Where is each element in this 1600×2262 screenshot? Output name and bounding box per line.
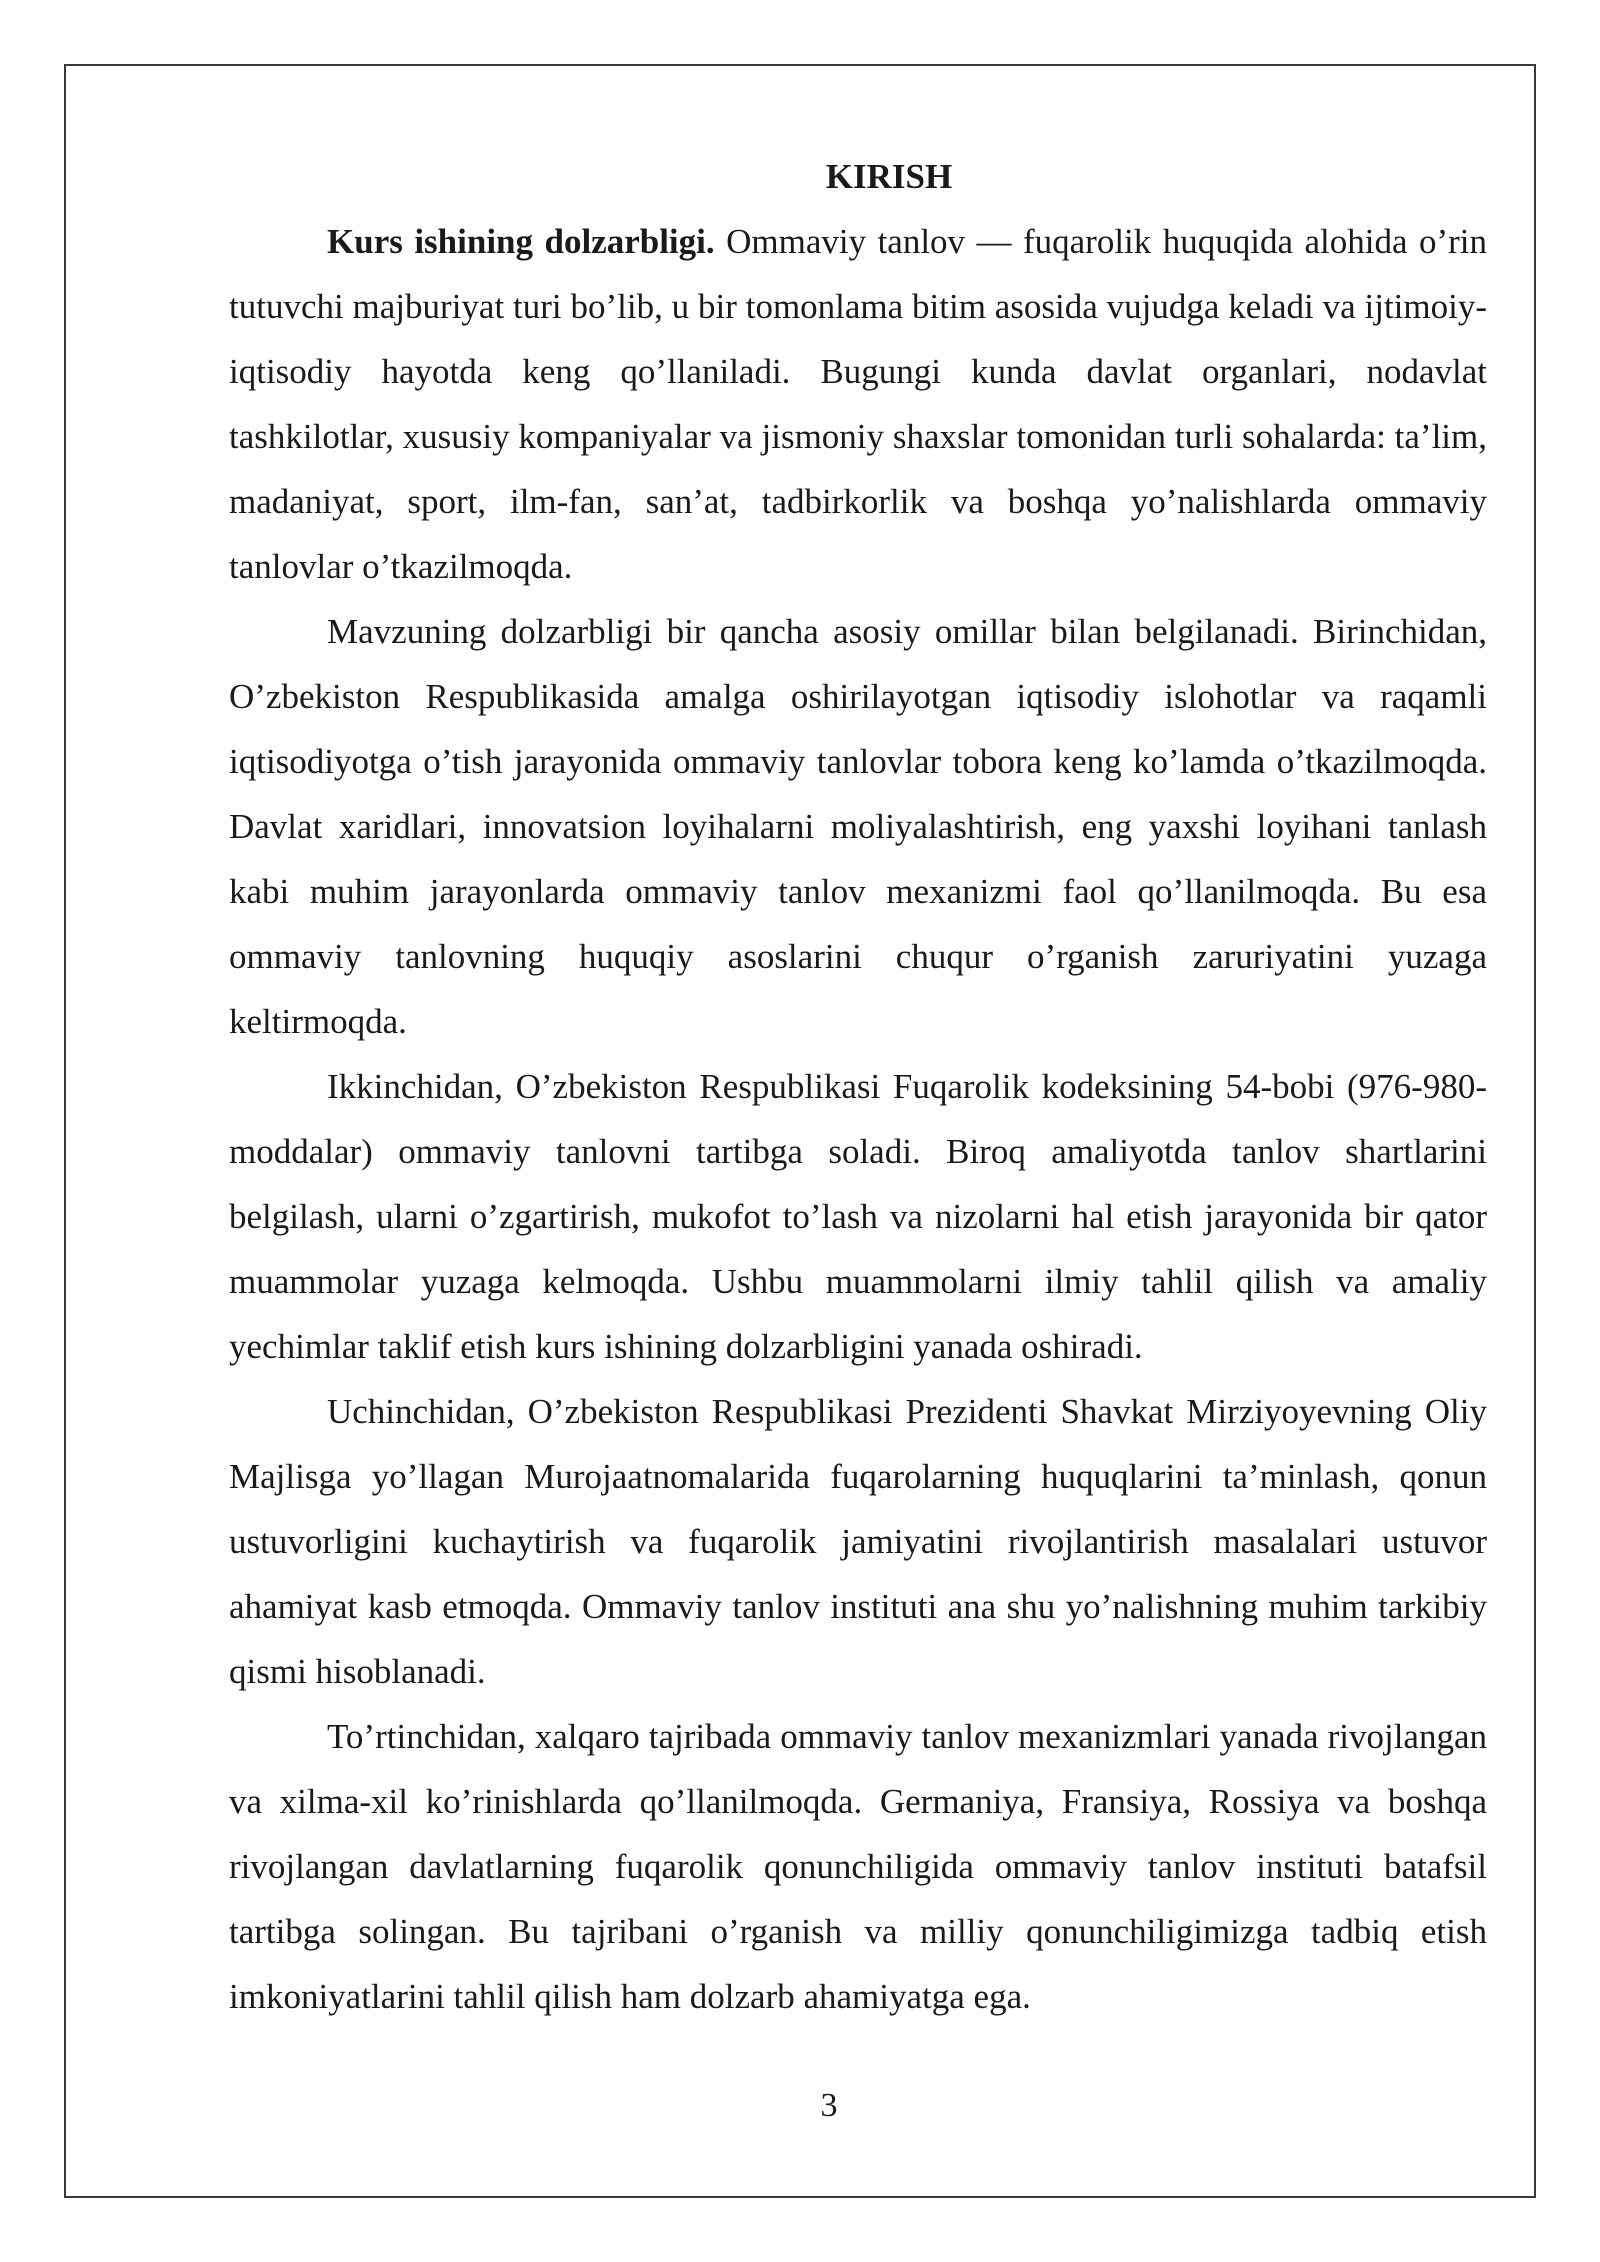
paragraph-text: Mavzuning dolzarbligi bir qancha asosiy omillar bilan belgilanadi. Birinchidan, O’zbekiston Respublikasida amalga oshirilayotgan iqtisodiy islohotlar va raqamli iqtisodiyotga o’tish jarayonida ommaviy tanlovlar tobora keng ko’lamda o’tkazilmoqda. Davlat xaridlari, innovatsion loyihalarni moliyalashtirish, eng yaxshi loyihani tanlash kabi muhim jarayonlarda ommaviy tanlov mexanizmi faol qo’llanilmoqda. Bu esa ommaviy tanlovning huquqiy asoslarini chuqur o’rganish zaruriyatini yuzaga keltirmoqda.	[229, 612, 1487, 1041]
paragraph-text: To’rtinchidan, xalqaro tajribada ommaviy tanlov mexanizmlari yanada rivojlangan va xilma-xil ko’rinishlarda qo’llanilmoqda. Germaniya, Fransiya, Rossiya va boshqa rivojlangan davlatlarning fuqarolik qonunchiligida ommaviy tanlov instituti batafsil tartibga solingan. Bu tajribani o’rganish va milliy qonunchiligimizga tadbiq etish imkoniyatlarini tahlil qilish ham dolzarb ahamiyatga ega.	[229, 1717, 1487, 2016]
paragraph-text: Uchinchidan, O’zbekiston Respublikasi Prezidenti Shavkat Mirziyoyevning Oliy Majlisga yo’llagan Murojaatnomalarida fuqarolarning huquqlarini ta’minlash, qonun ustuvorligini kuchaytirish va fuqarolik jamiyatini rivojlantirish masalalari ustuvor ahamiyat kasb etmoqda. Ommaviy tanlov instituti ana shu yo’nalishning muhim tarkibiy qismi hisoblanadi.	[229, 1392, 1487, 1691]
paragraph-text: Ikkinchidan, O’zbekiston Respublikasi Fuqarolik kodeksining 54-bobi (976-980-moddalar) ommaviy tanlovni tartibga soladi. Biroq amaliyotda tanlov shartlarini belgilash, ularni o’zgartirish, mukofot to’lash va nizolarni hal etish jarayonida bir qator muammolar yuzaga kelmoqda. Ushbu muammolarni ilmiy tahlil qilish va amaliy yechimlar taklif etish kurs ishining dolzarbligini yanada oshiradi.	[229, 1067, 1487, 1366]
paragraph-third-factor	[229, 1379, 1487, 1704]
page-number: 3	[820, 2087, 838, 2124]
document-body	[229, 145, 1487, 2029]
paragraph-text: Ommaviy tanlov — fuqarolik huquqida alohida o’rin tutuvchi majburiyat turi bo’lib, u bir tomonlama bitim asosida vujudga keladi va ijtimoiy-iqtisodiy hayotda keng qo’llaniladi. Bugungi kunda davlat organlari, nodavlat tashkilotlar, xususiy kompaniyalar va jismoniy shaxslar tomonidan turli sohalarda: ta’lim, madaniyat, sport, ilm-fan, san’at, tadbirkorlik va boshqa yo’nalishlarda ommaviy tanlovlar o’tkazilmoqda.	[229, 222, 1488, 586]
paragraph-first-factor	[229, 599, 1487, 1054]
paragraph-lead: Kurs ishining dolzarbligi.	[327, 222, 715, 261]
section-title: KIRISH	[825, 157, 953, 196]
paragraph-second-factor	[229, 1054, 1487, 1379]
paragraph-fourth-factor	[229, 1704, 1487, 2029]
paragraph-relevance	[229, 209, 1487, 599]
